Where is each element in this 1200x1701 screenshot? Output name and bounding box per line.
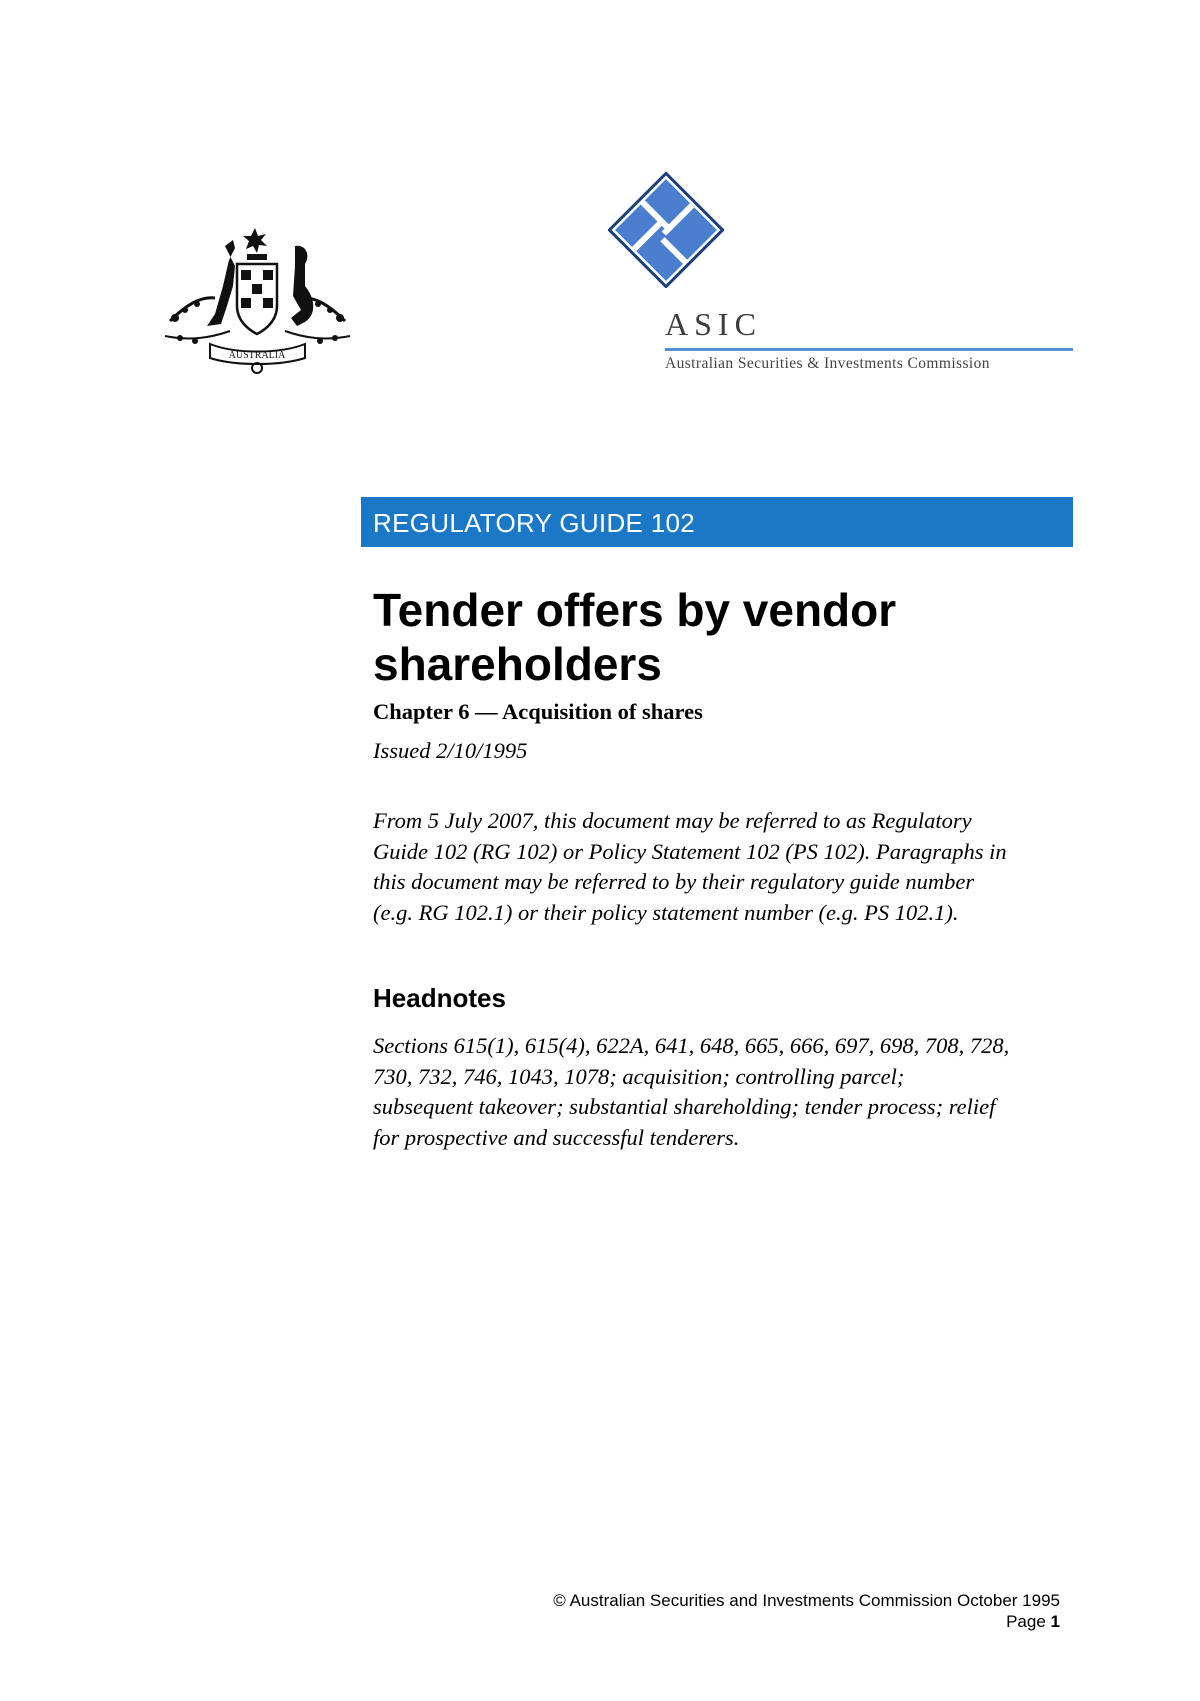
svg-text:AUSTRALIA: AUSTRALIA	[228, 350, 286, 361]
note-line: From 5 July 2007, this document may be referred to as Regulatory	[373, 808, 972, 833]
regulatory-guide-band	[361, 497, 1073, 547]
headnotes-heading: Headnotes	[373, 983, 506, 1013]
page-label: Page	[1006, 1612, 1051, 1631]
headnotes-line: 730, 732, 746, 1043, 1078; acquisition; controlling parcel;	[373, 1063, 905, 1089]
page-title	[373, 583, 1053, 691]
regulatory-guide-label: REGULATORY GUIDE 102	[373, 508, 695, 538]
page-number-line	[553, 1611, 1060, 1632]
asic-logo-icon	[608, 172, 724, 288]
headnotes-line: for prospective and successful tenderers.	[373, 1124, 740, 1150]
headnotes-body	[373, 1031, 1073, 1153]
page-number: 1	[1050, 1612, 1060, 1631]
note-line: (e.g. RG 102.1) or their policy statement number (e.g. PS 102.1).	[373, 899, 959, 925]
coat-of-arms-logo	[155, 226, 360, 376]
star-icon	[243, 228, 267, 253]
title-line-2: shareholders	[373, 638, 662, 690]
chapter-subtitle: Chapter 6 — Acquisition of shares	[373, 699, 703, 724]
headnotes-line: subsequent takeover; substantial shareholding; tender process; relief	[373, 1094, 996, 1119]
issued-date: Issued 2/10/1995	[373, 738, 528, 763]
asic-full-name: Australian Securities & Investments Commission	[665, 355, 990, 372]
title-line-1: Tender offers by vendor	[373, 584, 897, 636]
asic-divider	[665, 348, 1073, 351]
note-line: this document may be referred to by their regulatory guide number	[373, 869, 975, 894]
headnotes-line: Sections 615(1), 615(4), 622A, 641, 648, 665, 666, 697, 698, 708, 728,	[373, 1033, 1010, 1058]
asic-name: ASIC	[665, 306, 762, 342]
referral-note	[373, 806, 1073, 928]
copyright-text: © Australian Securities and Investments Commission October 1995	[553, 1591, 1060, 1610]
note-line: Guide 102 (RG 102) or Policy Statement 102 (PS 102). Paragraphs in	[373, 838, 1007, 864]
page-footer	[553, 1590, 1060, 1632]
